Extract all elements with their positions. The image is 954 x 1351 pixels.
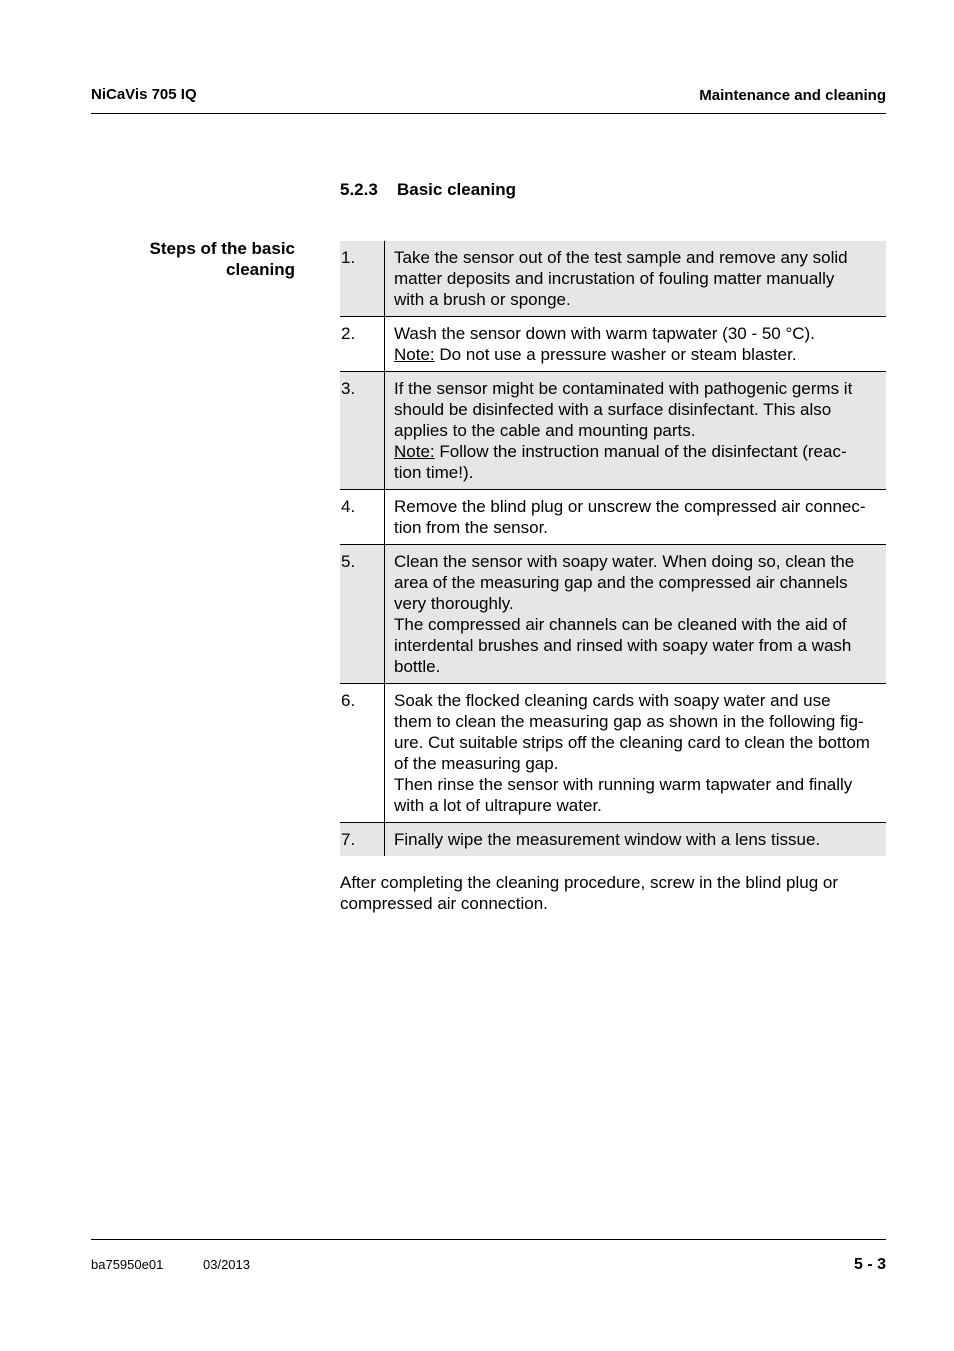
- step-line: If the sensor might be contaminated with pathogenic germs it: [394, 379, 853, 398]
- footer-document-id: ba75950e01: [91, 1257, 164, 1272]
- step-text: [385, 372, 886, 489]
- step-line: Take the sensor out of the test sample and remove any solid: [394, 248, 848, 267]
- step-line: bottle.: [394, 657, 441, 676]
- section-heading: [340, 180, 516, 200]
- step-row: [340, 372, 886, 490]
- steps-table: [340, 241, 886, 856]
- step-row: [340, 684, 886, 823]
- step-row: [340, 545, 886, 684]
- footer-page-number: 5 - 3: [853, 1256, 886, 1273]
- step-line: area of the measuring gap and the compressed air channels: [394, 573, 848, 592]
- step-line: Remove the blind plug or unscrew the compressed air connec-: [394, 497, 866, 516]
- step-line: them to clean the measuring gap as shown in the following fig-: [394, 712, 864, 731]
- step-number: 7.: [340, 823, 385, 856]
- step-text: [385, 684, 886, 822]
- step-text: [385, 241, 886, 316]
- step-number: 6.: [340, 684, 385, 822]
- step-line: should be disinfected with a surface disinfectant. This also: [394, 400, 832, 419]
- step-line: matter deposits and incrustation of fouling matter manually: [394, 269, 835, 288]
- step-line: interdental brushes and rinsed with soapy water from a wash: [394, 636, 852, 655]
- side-label-line: cleaning: [226, 260, 295, 279]
- header-product-name: NiCaVis 705 IQ: [91, 86, 197, 103]
- step-line: very thoroughly.: [394, 594, 514, 613]
- step-text: [385, 545, 886, 683]
- step-line: applies to the cable and mounting parts.: [394, 421, 696, 440]
- step-line: Soak the flocked cleaning cards with soapy water and use: [394, 691, 831, 710]
- step-text: [385, 317, 886, 371]
- note-text: Do not use a pressure washer or steam blaster.: [434, 345, 797, 364]
- step-number: 5.: [340, 545, 385, 683]
- step-line: tion time!).: [394, 463, 474, 482]
- closing-line: compressed air connection.: [340, 894, 548, 913]
- step-line: with a brush or sponge.: [394, 290, 571, 309]
- step-number: 3.: [340, 372, 385, 489]
- step-row: [340, 241, 886, 317]
- step-line: of the measuring gap.: [394, 754, 559, 773]
- closing-line: After completing the cleaning procedure, screw in the blind plug or: [340, 873, 839, 892]
- note-text: Follow the instruction manual of the disinfectant (reac-: [434, 442, 847, 461]
- step-row: [340, 490, 886, 545]
- step-row: [340, 317, 886, 372]
- step-line: ure. Cut suitable strips off the cleaning card to clean the bottom: [394, 733, 870, 752]
- step-note: [394, 344, 878, 365]
- footer-date: 03/2013: [203, 1257, 250, 1272]
- step-line: Clean the sensor with soapy water. When doing so, clean the: [394, 552, 855, 571]
- step-line: The compressed air channels can be cleaned with the aid of: [394, 615, 847, 634]
- footer-divider: [91, 1239, 886, 1240]
- step-text: [385, 490, 886, 544]
- section-number: 5.2.3: [340, 180, 378, 199]
- step-line: Finally wipe the measurement window with a lens tissue.: [394, 830, 821, 849]
- closing-paragraph: [340, 872, 886, 914]
- step-line: Wash the sensor down with warm tapwater (30 - 50 °C).: [394, 324, 815, 343]
- header-divider: [91, 113, 886, 114]
- step-number: 1.: [340, 241, 385, 316]
- step-line: Then rinse the sensor with running warm tapwater and finally: [394, 775, 853, 794]
- note-label: Note:: [394, 442, 435, 461]
- step-text: [385, 823, 886, 856]
- step-number: 2.: [340, 317, 385, 371]
- side-label: [120, 238, 295, 280]
- step-number: 4.: [340, 490, 385, 544]
- step-line: tion from the sensor.: [394, 518, 549, 537]
- step-note: [394, 441, 878, 462]
- note-label: Note:: [394, 345, 435, 364]
- side-label-line: Steps of the basic: [149, 239, 295, 258]
- step-line: with a lot of ultrapure water.: [394, 796, 602, 815]
- step-row: [340, 823, 886, 856]
- header-chapter-title: Maintenance and cleaning: [699, 87, 886, 104]
- section-title: Basic cleaning: [397, 180, 517, 199]
